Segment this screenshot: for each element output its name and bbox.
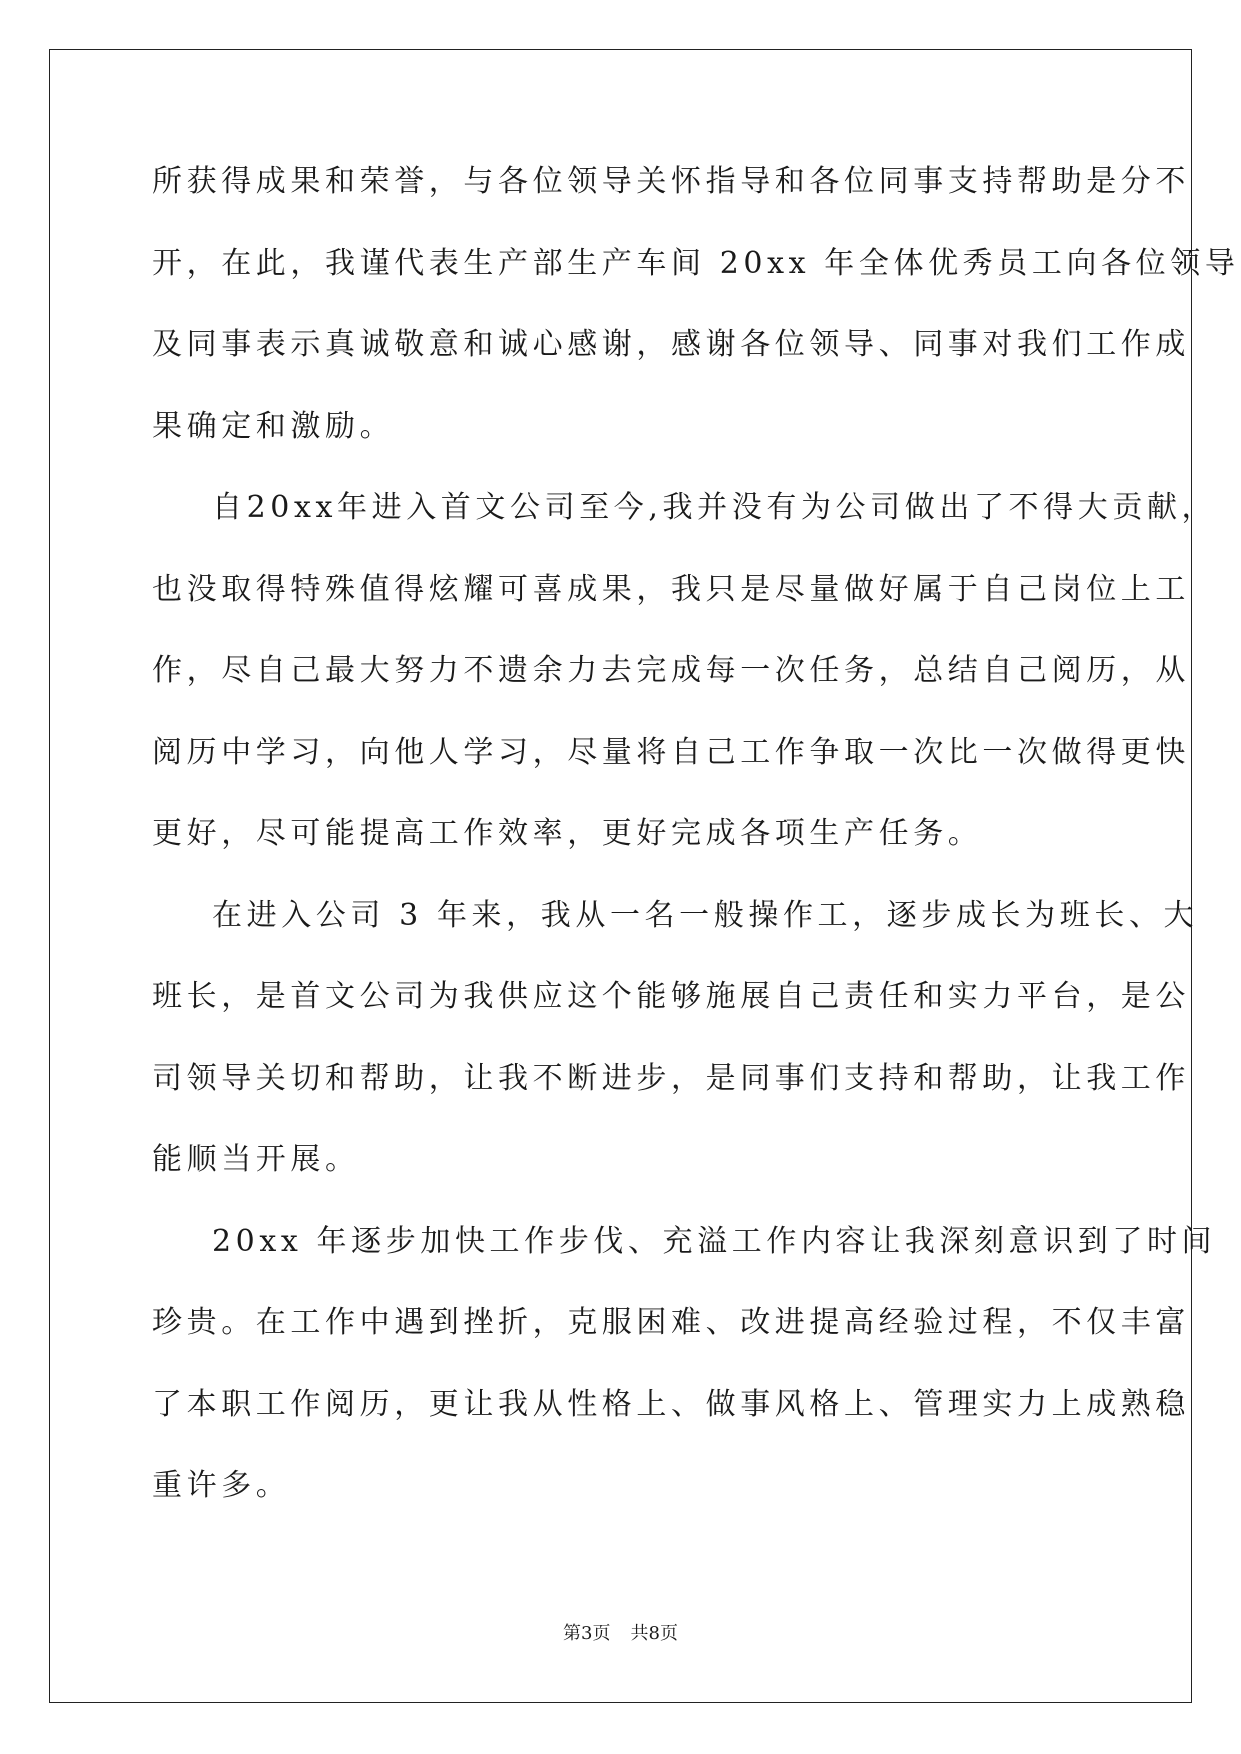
page-number-current: 第3页 <box>563 1623 611 1644</box>
text-line: 及同事表示真诚敬意和诚心感谢，感谢各位领导、同事对我们工作成 <box>152 327 1190 362</box>
text-line: 班长，是首文公司为我供应这个能够施展自己责任和实力平台，是公 <box>152 979 1190 1014</box>
text-line: 阅历中学习，向他人学习，尽量将自己工作争取一次比一次做得更快 <box>152 734 1190 770</box>
text-line: 开，在此，我谨代表生产部生产车间 20xx 年全体优秀员工向各位领导 <box>152 245 1240 281</box>
text-line: 所获得成果和荣誉，与各位领导关怀指导和各位同事支持帮助是分不 <box>152 164 1190 199</box>
page-footer <box>0 1619 1241 1645</box>
text-line: 能顺当开展。 <box>152 1142 360 1177</box>
text-line: 重许多。 <box>152 1468 291 1503</box>
text-line: 了本职工作阅历，更让我从性格上、做事风格上、管理实力上成熟稳 <box>152 1386 1190 1422</box>
paragraph-first-line: 在进入公司 3 年来，我从一名一般操作工，逐步成长为班长、大 <box>212 897 1199 933</box>
text-line: 果确定和激励。 <box>152 408 395 444</box>
text-line: 作，尽自己最大努力不遗余力去完成每一次任务，总结自己阅历，从 <box>152 653 1190 688</box>
text-line: 珍贵。在工作中遇到挫折，克服困难、改进提高经验过程，不仅丰富 <box>152 1305 1190 1340</box>
document-body <box>152 162 1240 1548</box>
text-line: 也没取得特殊值得炫耀可喜成果，我只是尽量做好属于自己岗位上工 <box>152 571 1190 607</box>
page-number-total: 共8页 <box>630 1623 678 1644</box>
paragraph-first-line: 自20xx年进入首文公司至今,我并没有为公司做出了不得大贡献， <box>212 490 1217 525</box>
paragraph-first-line: 20xx 年逐步加快工作步伐、充溢工作内容让我深刻意识到了时间 <box>212 1223 1217 1259</box>
text-line: 司领导关切和帮助，让我不断进步，是同事们支持和帮助，让我工作 <box>152 1060 1190 1096</box>
text-line: 更好，尽可能提高工作效率，更好完成各项生产任务。 <box>152 816 983 851</box>
